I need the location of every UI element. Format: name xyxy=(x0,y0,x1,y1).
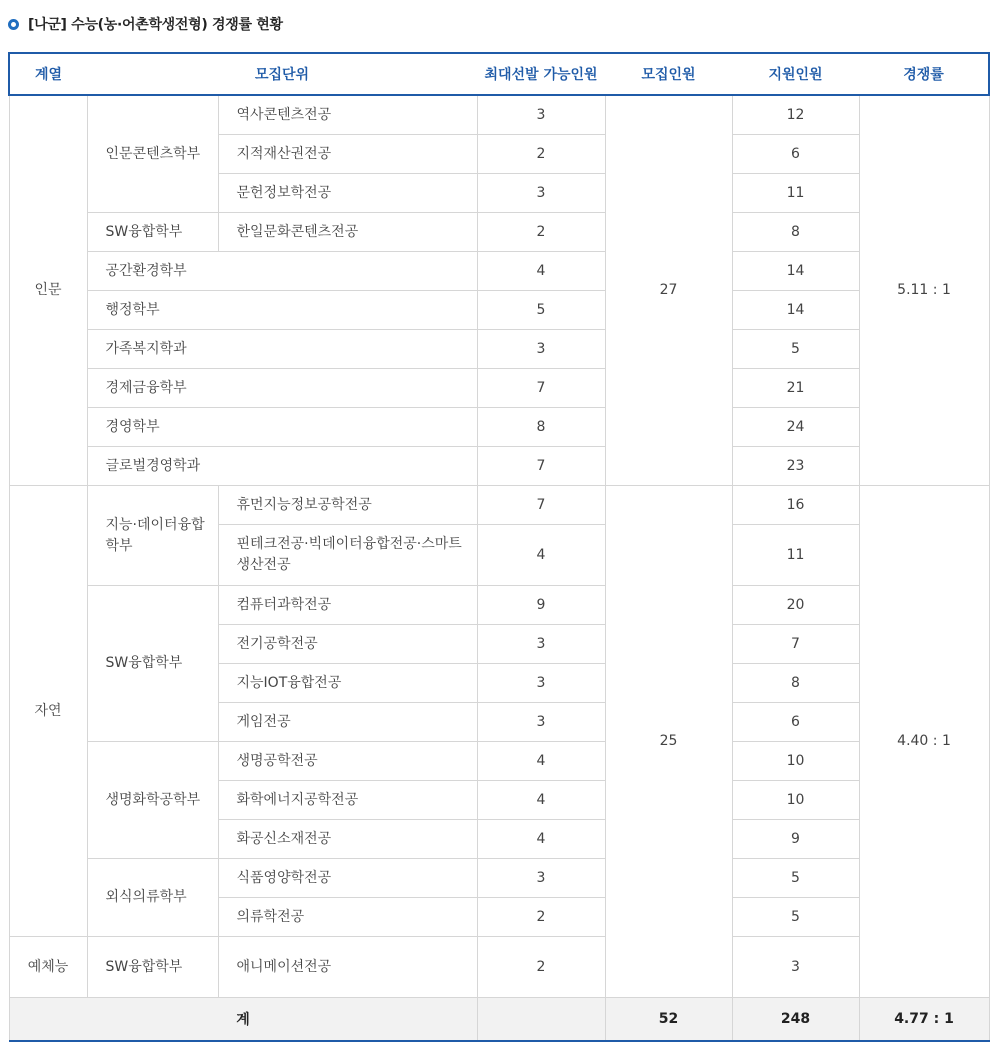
table-row xyxy=(9,586,989,625)
table-row xyxy=(9,486,989,525)
applicants-cell: 8 xyxy=(732,213,859,252)
max-cell: 4 xyxy=(477,781,605,820)
max-cell: 3 xyxy=(477,174,605,213)
table-row xyxy=(9,291,989,330)
max-cell: 3 xyxy=(477,330,605,369)
max-cell: 3 xyxy=(477,95,605,135)
field-cell: 인문 xyxy=(9,95,87,486)
major-cell: 게임전공 xyxy=(218,703,477,742)
recruit-cell: 27 xyxy=(605,95,732,486)
max-cell: 5 xyxy=(477,291,605,330)
unit-cell: 공간환경학부 xyxy=(87,252,477,291)
total-applicants: 248 xyxy=(732,998,859,1042)
applicants-cell: 5 xyxy=(732,859,859,898)
section-title-text: [나군] 수능(농·어촌학생전형) 경쟁률 현황 xyxy=(28,17,283,33)
applicants-cell: 14 xyxy=(732,291,859,330)
table-row xyxy=(9,937,989,998)
major-cell: 지능IOT융합전공 xyxy=(218,664,477,703)
major-cell: 화학에너지공학전공 xyxy=(218,781,477,820)
max-cell: 3 xyxy=(477,703,605,742)
max-cell: 3 xyxy=(477,859,605,898)
max-cell: 9 xyxy=(477,586,605,625)
table-row xyxy=(9,408,989,447)
max-cell: 8 xyxy=(477,408,605,447)
applicants-cell: 11 xyxy=(732,525,859,586)
ratio-cell: 4.40 : 1 xyxy=(859,486,989,998)
radio-bullet-icon xyxy=(8,19,19,30)
unit-cell: 경제금융학부 xyxy=(87,369,477,408)
major-cell: 컴퓨터과학전공 xyxy=(218,586,477,625)
applicants-cell: 5 xyxy=(732,898,859,937)
major-cell: 의류학전공 xyxy=(218,898,477,937)
header-ratio: 경쟁률 xyxy=(859,53,989,95)
college-cell: 지능·데이터융합학부 xyxy=(87,486,218,586)
unit-cell: 가족복지학과 xyxy=(87,330,477,369)
header-recruit: 모집인원 xyxy=(605,53,732,95)
applicants-cell: 8 xyxy=(732,664,859,703)
table-header-row xyxy=(9,53,989,95)
recruit-cell: 25 xyxy=(605,486,732,998)
header-unit: 모집단위 xyxy=(87,53,477,95)
major-cell: 핀테크전공·빅데이터융합전공·스마트생산전공 xyxy=(218,525,477,586)
max-cell: 2 xyxy=(477,213,605,252)
table-row xyxy=(9,252,989,291)
field-cell: 자연 xyxy=(9,486,87,937)
applicants-cell: 3 xyxy=(732,937,859,998)
table-row xyxy=(9,95,989,135)
applicants-cell: 10 xyxy=(732,781,859,820)
max-cell: 3 xyxy=(477,664,605,703)
total-max xyxy=(477,998,605,1042)
max-cell: 4 xyxy=(477,525,605,586)
major-cell: 전기공학전공 xyxy=(218,625,477,664)
ratio-cell: 5.11 : 1 xyxy=(859,95,989,486)
header-max: 최대선발 가능인원 xyxy=(477,53,605,95)
max-cell: 4 xyxy=(477,820,605,859)
applicants-cell: 7 xyxy=(732,625,859,664)
unit-cell: 경영학부 xyxy=(87,408,477,447)
max-cell: 4 xyxy=(477,742,605,781)
college-cell: SW융합학부 xyxy=(87,586,218,742)
major-cell: 화공신소재전공 xyxy=(218,820,477,859)
applicants-cell: 6 xyxy=(732,135,859,174)
major-cell: 문헌정보학전공 xyxy=(218,174,477,213)
table-row xyxy=(9,859,989,898)
unit-cell: 글로벌경영학과 xyxy=(87,447,477,486)
major-cell: 한일문화콘텐츠전공 xyxy=(218,213,477,252)
table-row xyxy=(9,742,989,781)
table-row xyxy=(9,447,989,486)
field-cell: 예체능 xyxy=(9,937,87,998)
table-row xyxy=(9,213,989,252)
max-cell: 3 xyxy=(477,625,605,664)
max-cell: 2 xyxy=(477,937,605,998)
major-cell: 지적재산권전공 xyxy=(218,135,477,174)
table-row xyxy=(9,330,989,369)
major-cell: 휴먼지능정보공학전공 xyxy=(218,486,477,525)
applicants-cell: 24 xyxy=(732,408,859,447)
applicants-cell: 23 xyxy=(732,447,859,486)
total-row xyxy=(9,998,989,1042)
major-cell: 애니메이션전공 xyxy=(218,937,477,998)
applicants-cell: 12 xyxy=(732,95,859,135)
max-cell: 7 xyxy=(477,447,605,486)
applicants-cell: 21 xyxy=(732,369,859,408)
section-title xyxy=(8,14,283,34)
major-cell: 생명공학전공 xyxy=(218,742,477,781)
applicants-cell: 16 xyxy=(732,486,859,525)
table-row xyxy=(9,369,989,408)
max-cell: 2 xyxy=(477,898,605,937)
college-cell: 생명화학공학부 xyxy=(87,742,218,859)
header-field: 계열 xyxy=(9,53,87,95)
header-applicants: 지원인원 xyxy=(732,53,859,95)
college-cell: 인문콘텐츠학부 xyxy=(87,95,218,213)
applicants-cell: 9 xyxy=(732,820,859,859)
max-cell: 2 xyxy=(477,135,605,174)
applicants-cell: 14 xyxy=(732,252,859,291)
total-label: 계 xyxy=(9,998,477,1042)
major-cell: 역사콘텐츠전공 xyxy=(218,95,477,135)
competition-table xyxy=(8,52,990,1042)
applicants-cell: 10 xyxy=(732,742,859,781)
major-cell: 식품영양학전공 xyxy=(218,859,477,898)
college-cell: SW융합학부 xyxy=(87,213,218,252)
applicants-cell: 20 xyxy=(732,586,859,625)
college-cell: SW융합학부 xyxy=(87,937,218,998)
total-ratio: 4.77 : 1 xyxy=(859,998,989,1042)
college-cell: 외식의류학부 xyxy=(87,859,218,937)
applicants-cell: 5 xyxy=(732,330,859,369)
max-cell: 4 xyxy=(477,252,605,291)
applicants-cell: 11 xyxy=(732,174,859,213)
total-recruit: 52 xyxy=(605,998,732,1042)
applicants-cell: 6 xyxy=(732,703,859,742)
unit-cell: 행정학부 xyxy=(87,291,477,330)
max-cell: 7 xyxy=(477,369,605,408)
max-cell: 7 xyxy=(477,486,605,525)
